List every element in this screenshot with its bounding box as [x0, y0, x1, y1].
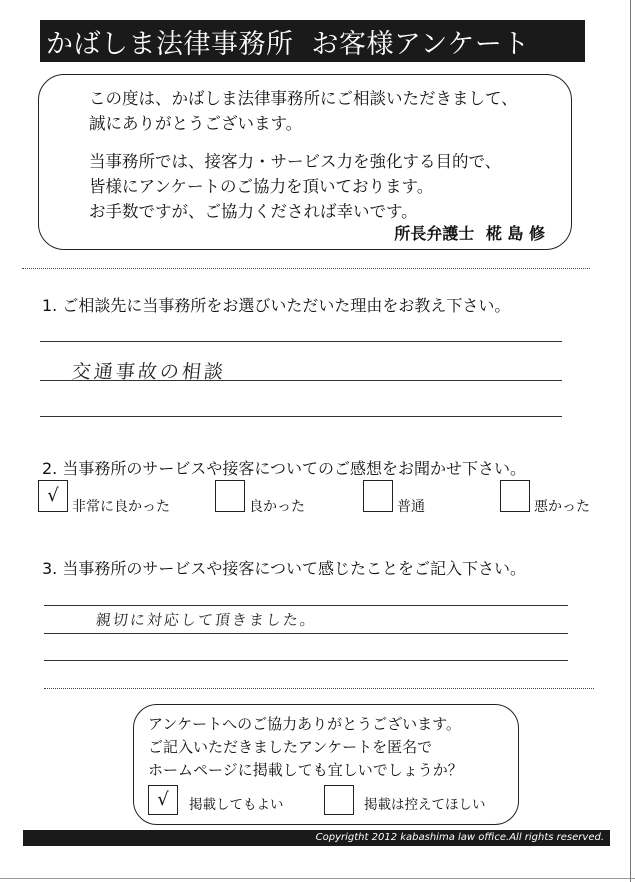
- question-2-label: 2. 当事務所のサービスや接客についてのご感想をお聞かせ下さい。: [42, 459, 527, 478]
- greeting-box: [38, 74, 572, 250]
- label-bad: 悪かった: [534, 499, 590, 515]
- copyright-text: Copyrigtht 2012 kabashima law office.All rights reserved.: [315, 832, 604, 843]
- section-divider: [22, 268, 590, 269]
- consent-box: [133, 704, 519, 825]
- consent-line-2: ご記入いただきましたアンケートを匿名で: [148, 738, 433, 756]
- q3-dotted-line: [44, 688, 594, 689]
- signature-title: 所長弁護士: [394, 224, 475, 243]
- checkbox-bad[interactable]: [500, 480, 530, 512]
- q3-answer-line-3: [44, 660, 568, 661]
- greeting-line-5: お手数ですが、ご協力くだされば幸いです。: [89, 202, 418, 221]
- signature-name: 椛 島 修: [485, 224, 545, 243]
- q1-answer-line-3: [40, 416, 562, 417]
- checkbox-publish-ok[interactable]: √: [148, 785, 178, 815]
- title-bar: [40, 20, 585, 62]
- consent-line-3: ホームページに掲載しても宜しいでしょうか？: [148, 761, 463, 779]
- greeting-line-1: この度は、かばしま法律事務所にご相談いただきまして、: [89, 89, 518, 108]
- label-very-good: 非常に良かった: [72, 499, 170, 515]
- checkbox-average[interactable]: [363, 480, 393, 512]
- checkbox-very-good[interactable]: √: [38, 480, 68, 512]
- label-average: 普通: [397, 499, 425, 515]
- office-name: かばしま法律事務所: [46, 28, 294, 60]
- page-edge-bottom: [0, 878, 635, 879]
- footer-bar: [23, 830, 610, 846]
- question-3-label: 3. 当事務所のサービスや接客について感じたことをご記入下さい。: [42, 559, 527, 578]
- label-good: 良かった: [249, 499, 305, 515]
- q3-handwritten-answer: 親切に対応して頂きました。: [95, 611, 318, 629]
- signature: [394, 221, 545, 244]
- q1-handwritten-answer: 交通事故の相談: [70, 361, 228, 383]
- page-edge-right: [630, 0, 631, 882]
- q1-answer-line-2: [40, 380, 562, 381]
- greeting-line-4: 皆様にアンケートのご協力を頂いております。: [89, 177, 434, 196]
- q3-answer-line-2: [44, 633, 568, 634]
- label-publish-ok: 掲載してもよい: [189, 797, 284, 813]
- consent-line-1: アンケートへのご協力ありがとうございます。: [148, 715, 461, 733]
- greeting-line-3: 当事務所では、接客力・サービス力を強化する目的で、: [89, 152, 502, 171]
- checkbox-publish-decline[interactable]: [324, 785, 354, 815]
- greeting-line-2: 誠にありがとうございます。: [89, 114, 303, 133]
- checkbox-good[interactable]: [215, 480, 245, 512]
- label-publish-decline: 掲載は控えてほしい: [364, 797, 486, 813]
- q3-answer-line-1: [44, 605, 568, 606]
- survey-title: お客様アンケート: [311, 28, 530, 60]
- question-1-label: 1. ご相談先に当事務所をお選びいただいた理由をお教え下さい。: [42, 296, 511, 315]
- q1-answer-line-1: [40, 341, 562, 342]
